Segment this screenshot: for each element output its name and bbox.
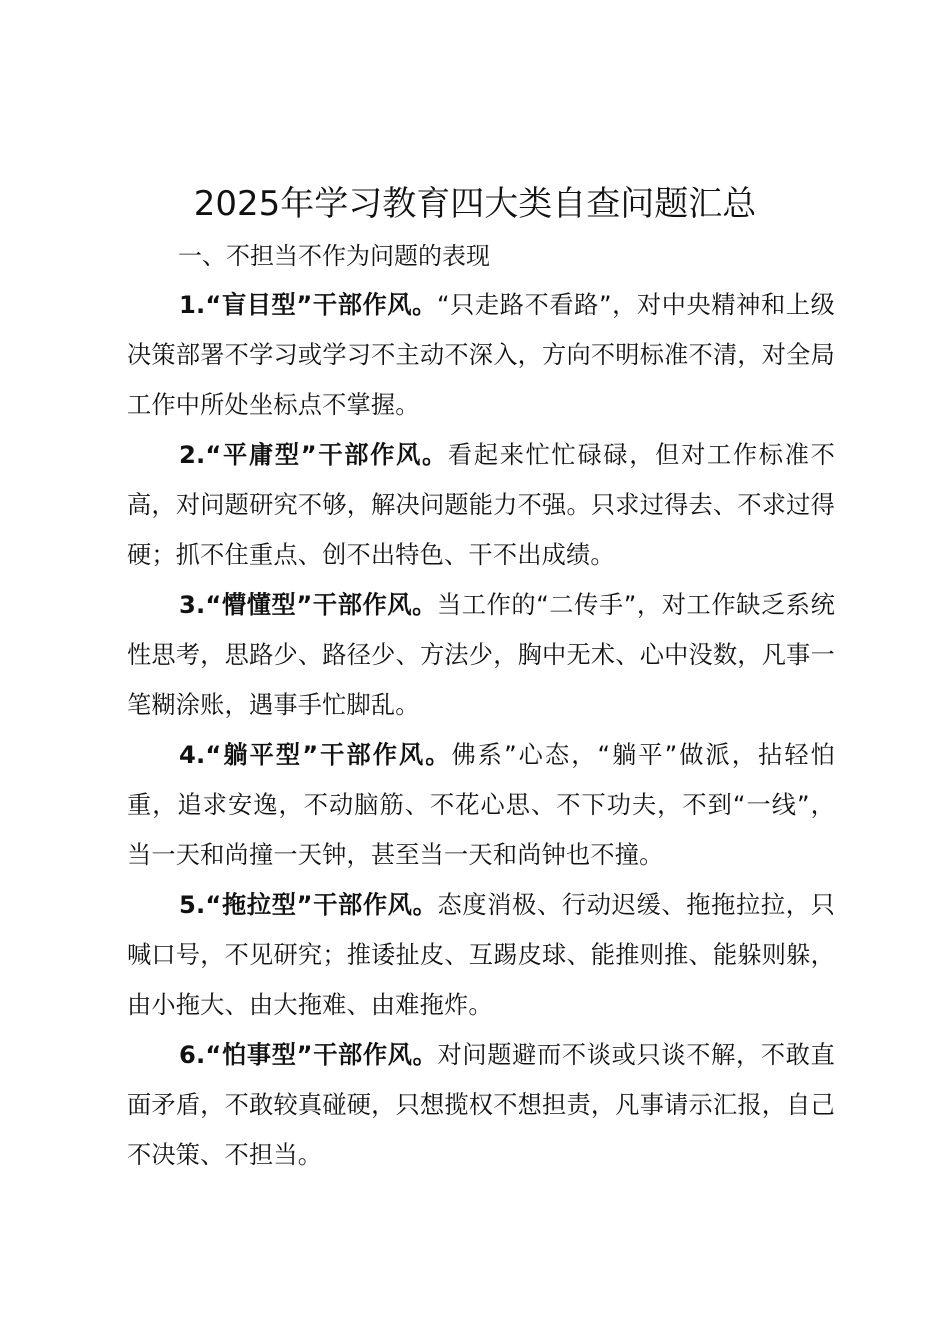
item-text: 当工作的“二传手”，对工作缺乏系统性思考，思路少、路径少、方法少，胸中无术、心中没数，凡事一笔糊涂账，遇事手忙脚乱。: [127, 591, 835, 719]
item-paragraph-3: [127, 580, 835, 730]
item-paragraph-4: [127, 730, 835, 880]
item-paragraph-1: [127, 280, 835, 430]
document-title: 2025年学习教育四大类自查问题汇总: [193, 184, 757, 224]
item-paragraph-6: [127, 1030, 835, 1180]
item-text: “只走路不看路”，对中央精神和上级决策部署不学习或学习不主动不深入，方向不明标准不清，对全局工作中所处坐标点不掌握。: [127, 291, 835, 419]
item-lead: 4.“躺平型”干部作风。: [179, 741, 452, 769]
item-lead: 3.“懵懂型”干部作风。: [179, 591, 437, 619]
section-heading: 一、不担当不作为问题的表现: [178, 242, 490, 270]
item-text: 看起来忙忙碌碌，但对工作标准不高，对问题研究不够，解决问题能力不强。只求过得去、不求过得硬；抓不住重点、创不出特色、干不出成绩。: [127, 441, 835, 569]
item-text: 佛系”心态，“躺平”做派，拈轻怕重，追求安逸，不动脑筋、不花心思、不下功夫，不到“一线”，当一天和尚撞一天钟，甚至当一天和尚钟也不撞。: [127, 741, 835, 869]
item-paragraph-5: [127, 880, 835, 1030]
document-body: [127, 280, 835, 1180]
item-text: 对问题避而不谈或只谈不解，不敢直面矛盾，不敢较真碰硬，只想揽权不想担责，凡事请示汇报，自己不决策、不担当。: [127, 1041, 835, 1169]
item-lead: 1.“盲目型”干部作风。: [179, 291, 437, 319]
item-text: 态度消极、行动迟缓、拖拖拉拉，只喊口号，不见研究；推诿扯皮、互踢皮球、能推则推、能躲则躲，由小拖大、由大拖难、由难拖炸。: [127, 891, 835, 1019]
item-lead: 2.“平庸型”干部作风。: [179, 441, 448, 469]
item-paragraph-2: [127, 430, 835, 580]
item-lead: 5.“拖拉型”干部作风。: [179, 891, 438, 919]
item-lead: 6.“怕事型”干部作风。: [179, 1041, 438, 1069]
